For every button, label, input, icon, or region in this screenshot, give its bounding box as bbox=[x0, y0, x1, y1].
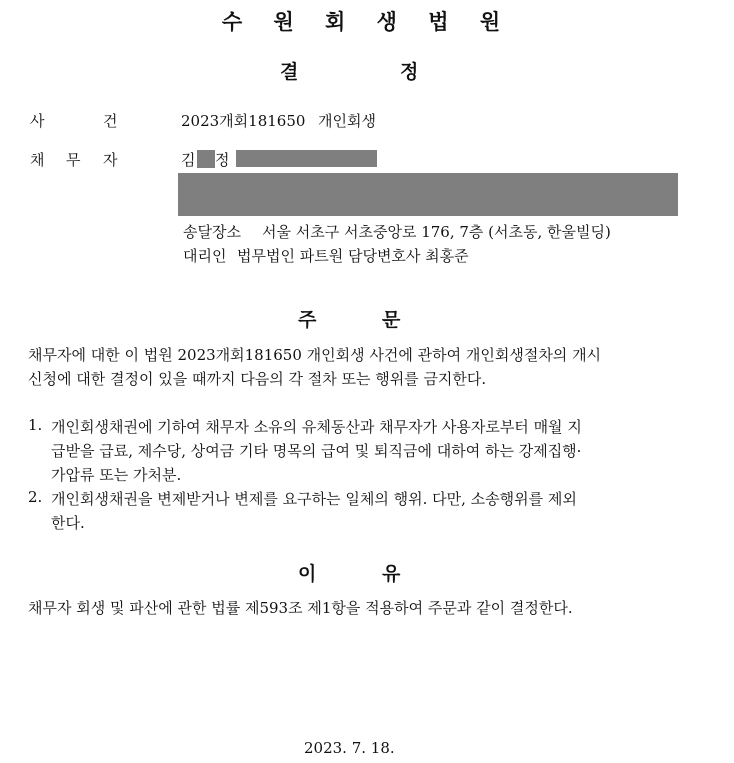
debtor-label-char-2: 무 bbox=[66, 151, 81, 169]
agent-label: 대리인 bbox=[183, 247, 227, 265]
court-name: 수 원 회 생 법 원 bbox=[221, 10, 513, 34]
reason-heading-left: 이 bbox=[298, 563, 317, 585]
service-label: 송달장소 bbox=[183, 223, 241, 241]
case-name: 개인회생 bbox=[318, 112, 376, 130]
order-item-1-line-2: 급받을 급료, 제수당, 상여금 기타 명목의 급여 및 퇴직금에 대하여 하는 강제집행· bbox=[51, 442, 582, 460]
reason-text: 채무자 회생 및 파산에 관한 법률 제593조 제1항을 적용하여 주문과 같이 결정한다. bbox=[28, 599, 573, 617]
name-redaction bbox=[197, 150, 215, 168]
order-item-2-line-2: 한다. bbox=[51, 514, 85, 532]
case-label-char-2: 건 bbox=[103, 112, 118, 130]
debtor-name-last: 정 bbox=[215, 151, 230, 169]
order-item-1-number: 1. bbox=[28, 416, 43, 434]
order-heading-left: 주 bbox=[298, 309, 317, 331]
case-number: 2023개회181650 bbox=[181, 112, 306, 130]
id-redaction bbox=[236, 150, 377, 167]
order-item-2-line-1: 개인회생채권을 변제받거나 변제를 요구하는 일체의 행위. 다만, 소송행위를 제외 bbox=[51, 490, 577, 508]
case-label-char-1: 사 bbox=[30, 112, 45, 130]
order-intro-line-1: 채무자에 대한 이 법원 2023개회181650 개인회생 사건에 관하여 개인회생절차의 개시 bbox=[28, 346, 602, 364]
address-redaction bbox=[178, 173, 678, 216]
debtor-label-char-3: 자 bbox=[103, 151, 118, 169]
title-right: 정 bbox=[400, 61, 419, 83]
service-address: 서울 서초구 서초중앙로 176, 7층 (서초동, 한울빌딩) bbox=[262, 223, 611, 241]
order-intro-line-2: 신청에 대한 결정이 있을 때까지 다음의 각 절차 또는 행위를 금지한다. bbox=[28, 370, 487, 388]
agent-value: 법무법인 파트원 담당변호사 최홍준 bbox=[237, 247, 469, 265]
debtor-name-first: 김 bbox=[181, 151, 196, 169]
decision-date: 2023. 7. 18. bbox=[304, 739, 395, 757]
debtor-label-char-1: 채 bbox=[30, 151, 45, 169]
reason-heading-right: 유 bbox=[382, 563, 401, 585]
order-heading-right: 문 bbox=[382, 309, 401, 331]
title-left: 결 bbox=[280, 61, 299, 83]
order-item-2-number: 2. bbox=[28, 488, 43, 506]
order-item-1-line-3: 가압류 또는 가처분. bbox=[51, 466, 182, 484]
order-item-1-line-1: 개인회생채권에 기하여 채무자 소유의 유체동산과 채무자가 사용자로부터 매월 지 bbox=[51, 418, 582, 436]
